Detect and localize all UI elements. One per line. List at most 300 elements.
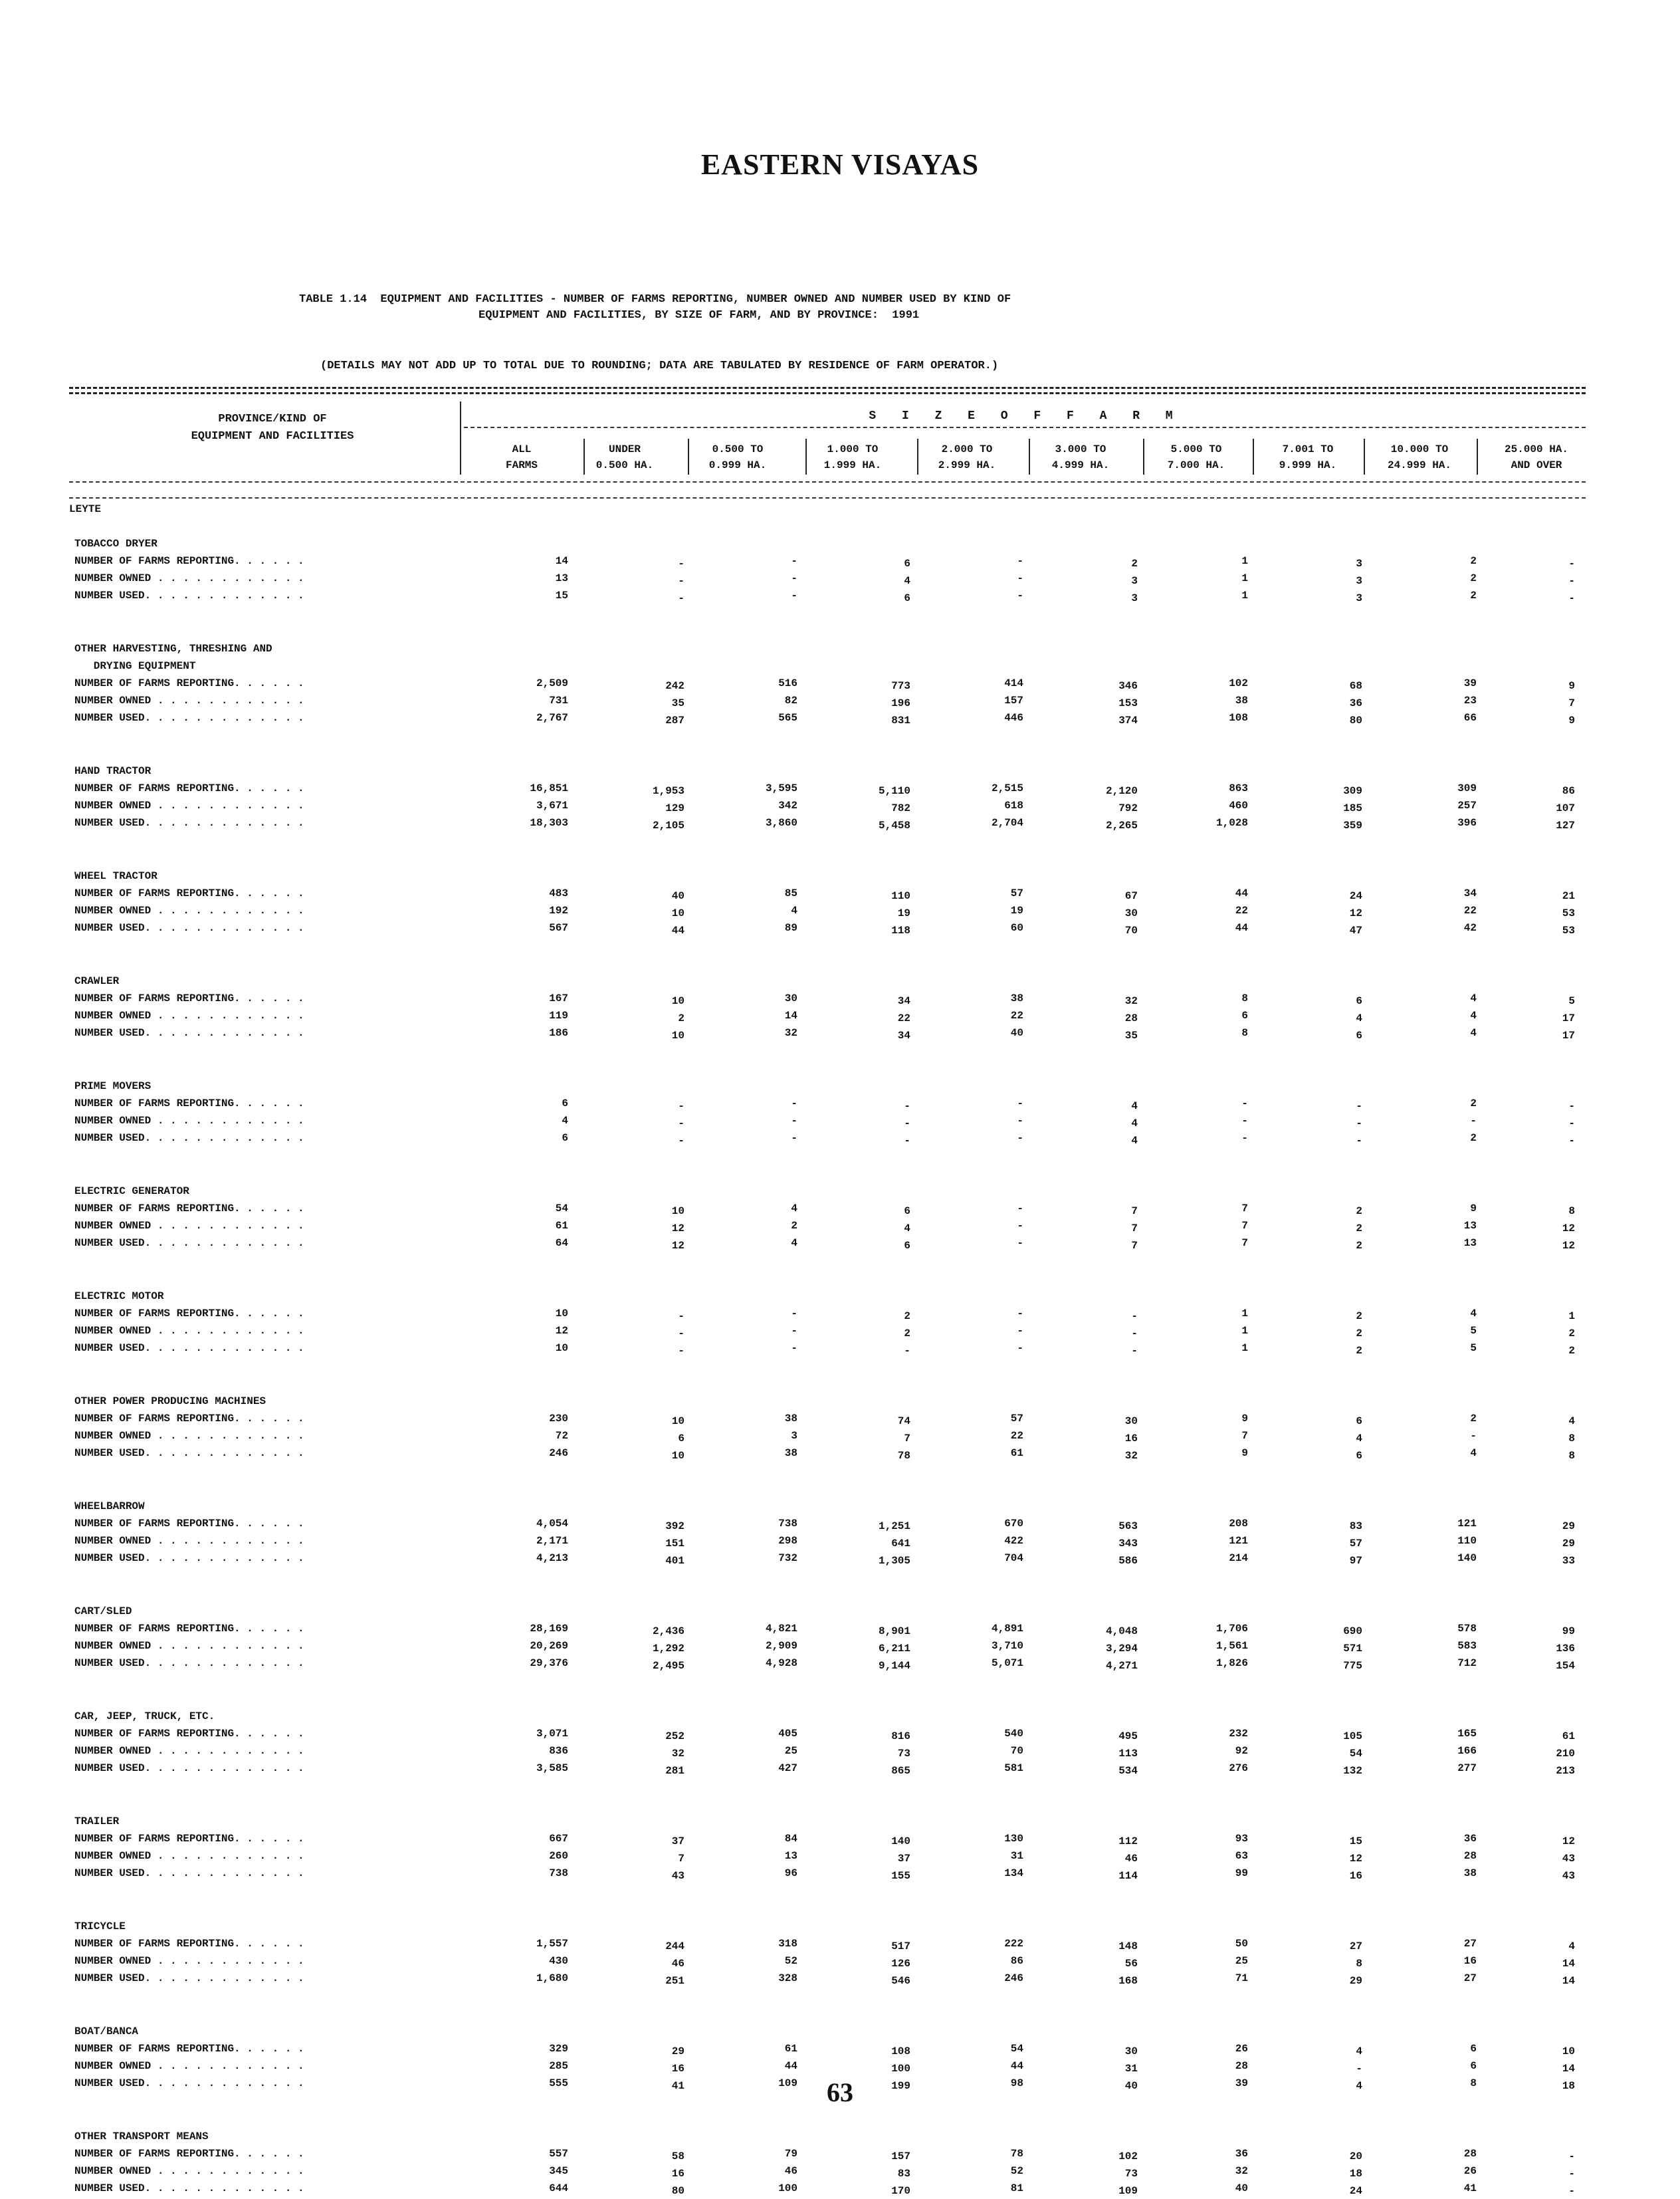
table-cell: 3,860: [765, 817, 797, 829]
table-cell: 14: [1562, 1958, 1575, 1970]
table-cell: 10: [671, 1205, 684, 1217]
metric-label: NUMBER USED. . . . . . . . . . . . .: [74, 1342, 304, 1354]
table-cell: 281: [665, 1765, 684, 1777]
table-cell: 2: [1568, 1328, 1575, 1339]
table-cell: -: [1470, 1430, 1477, 1442]
table-cell: 8: [1568, 1450, 1575, 1462]
table-cell: 37: [897, 1853, 910, 1865]
table-cell: 151: [665, 1538, 684, 1550]
table-cell: 17: [1562, 1012, 1575, 1024]
table-cell: 22: [897, 1012, 910, 1024]
table-cell: 6: [904, 1240, 910, 1252]
table-cell: 15: [555, 590, 568, 602]
table-cell: 63: [1235, 1850, 1248, 1862]
table-cell: 170: [891, 2185, 910, 2197]
table-cell: 2: [1470, 555, 1477, 567]
table-cell: 557: [549, 2148, 568, 2160]
table-cell: 3,595: [765, 782, 797, 794]
column-header-line-1: 7.001 TO: [1282, 443, 1334, 455]
table-cell: -: [1241, 1098, 1248, 1109]
table-cell: 5: [1470, 1342, 1477, 1354]
table-cell: 29: [1562, 1520, 1575, 1532]
table-cell: 396: [1457, 817, 1477, 829]
table-cell: 57: [1010, 887, 1023, 899]
metric-label: NUMBER OF FARMS REPORTING. . . . . .: [74, 887, 304, 899]
table-cell: 257: [1457, 800, 1477, 812]
table-cell: 39: [1235, 2077, 1248, 2089]
table-cell: 56: [1124, 1958, 1138, 1970]
table-cell: -: [678, 1310, 684, 1322]
table-cell: 10: [671, 995, 684, 1007]
table-cell: 251: [665, 1975, 684, 1987]
table-cell: 422: [1004, 1535, 1023, 1547]
table-cell: 10: [1562, 2045, 1575, 2057]
table-cell: 1,251: [878, 1520, 910, 1532]
table-cell: 738: [549, 1867, 568, 1879]
table-cell: 2: [1356, 1222, 1362, 1234]
table-cell: 2,265: [1105, 820, 1138, 832]
table-cell: 3,294: [1105, 1643, 1138, 1655]
table-cell: 516: [778, 677, 797, 689]
table-cell: 114: [1118, 1870, 1138, 1882]
table-cell: 7: [678, 1853, 684, 1865]
column-header-line-2: 4.999 HA.: [1051, 459, 1110, 471]
table-cell: 61: [1562, 1730, 1575, 1742]
metric-label: NUMBER OWNED . . . . . . . . . . . .: [74, 1010, 304, 1022]
table-cell: -: [1568, 2150, 1575, 2162]
metric-label: NUMBER OWNED . . . . . . . . . . . .: [74, 1430, 304, 1442]
metric-label: NUMBER USED. . . . . . . . . . . . .: [74, 1237, 304, 1249]
table-cell: 25: [1235, 1955, 1248, 1967]
table-cell: 246: [549, 1447, 568, 1459]
table-cell: 19: [897, 907, 910, 919]
table-cell: -: [791, 590, 797, 602]
metric-label: NUMBER OWNED . . . . . . . . . . . .: [74, 1850, 304, 1862]
table-cell: -: [791, 1342, 797, 1354]
table-cell: 6,211: [878, 1643, 910, 1655]
table-cell: -: [1017, 1132, 1023, 1144]
table-cell: 35: [1124, 1030, 1138, 1042]
table-cell: -: [1131, 1328, 1138, 1339]
table-cell: 108: [891, 2045, 910, 2057]
table-cell: 792: [1118, 802, 1138, 814]
table-cell: 31: [1124, 2063, 1138, 2075]
table-cell: 86: [1010, 1955, 1023, 1967]
table-cell: 9: [1568, 680, 1575, 692]
table-cell: 20: [1349, 2150, 1362, 2162]
table-cell: 644: [549, 2182, 568, 2194]
table-cell: 8: [1241, 992, 1248, 1004]
metric-label: NUMBER OF FARMS REPORTING. . . . . .: [74, 677, 304, 689]
table-cell: 18: [1349, 2168, 1362, 2180]
table-cell: 54: [555, 1203, 568, 1215]
table-cell: 53: [1562, 925, 1575, 937]
metric-label: NUMBER OWNED . . . . . . . . . . . .: [74, 572, 304, 584]
metric-label: NUMBER USED. . . . . . . . . . . . .: [74, 1762, 304, 1774]
table-cell: 102: [1118, 2150, 1138, 2162]
table-cell: -: [1017, 1237, 1023, 1249]
table-cell: 1,826: [1215, 1657, 1248, 1669]
metric-label: NUMBER USED. . . . . . . . . . . . .: [74, 1552, 304, 1564]
table-cell: 4,271: [1105, 1660, 1138, 1672]
table-cell: 16: [1463, 1955, 1477, 1967]
table-cell: 28: [1463, 1850, 1477, 1862]
table-cell: 816: [891, 1730, 910, 1742]
column-header: [469, 441, 575, 473]
table-cell: 2,509: [536, 677, 568, 689]
table-cell: 6: [1241, 1010, 1248, 1022]
table-cell: 5: [1470, 1325, 1477, 1337]
table-cell: 4: [1356, 2080, 1362, 2092]
table-cell: -: [1568, 1135, 1575, 1147]
table-cell: 70: [1010, 1745, 1023, 1757]
metric-label: NUMBER USED. . . . . . . . . . . . .: [74, 1657, 304, 1669]
table-cell: 483: [549, 887, 568, 899]
table-cell: 405: [778, 1728, 797, 1740]
table-cell: 8: [1568, 1433, 1575, 1445]
table-cell: 47: [1349, 925, 1362, 937]
stub-header: [100, 411, 445, 445]
table-cell: 16: [671, 2063, 684, 2075]
table-cell: 166: [1457, 1745, 1477, 1757]
metric-label: NUMBER OF FARMS REPORTING. . . . . .: [74, 1938, 304, 1950]
table-cell: 4,891: [991, 1623, 1023, 1635]
column-header-line-2: FARMS: [505, 459, 538, 471]
table-cell: -: [1131, 1345, 1138, 1357]
table-cell: 7: [1241, 1237, 1248, 1249]
table-cell: 21: [1562, 890, 1575, 902]
table-cell: 73: [1124, 2168, 1138, 2180]
table-cell: 7: [1241, 1430, 1248, 1442]
table-cell: -: [678, 575, 684, 587]
table-cell: 18: [1562, 2080, 1575, 2092]
table-cell: 92: [1235, 1745, 1248, 1757]
table-cell: 134: [1004, 1867, 1023, 1879]
table-cell: 82: [784, 695, 797, 707]
table-cell: -: [1017, 572, 1023, 584]
table-cell: -: [678, 558, 684, 570]
metric-label: NUMBER OWNED . . . . . . . . . . . .: [74, 1115, 304, 1127]
category-label: CRAWLER: [74, 975, 120, 987]
table-cell: 4: [1131, 1135, 1138, 1147]
table-cell: 7: [904, 1433, 910, 1445]
table-cell: 285: [549, 2060, 568, 2072]
metric-label: NUMBER OWNED . . . . . . . . . . . .: [74, 1745, 304, 1757]
column-header: [1255, 441, 1361, 473]
table-cell: 5,458: [878, 820, 910, 832]
table-cell: 105: [1343, 1730, 1362, 1742]
table-cell: 690: [1343, 1625, 1362, 1637]
table-cell: 99: [1562, 1625, 1575, 1637]
table-cell: 44: [784, 2060, 797, 2072]
table-cell: 74: [897, 1415, 910, 1427]
table-cell: 9: [1568, 715, 1575, 727]
table-cell: 2: [1470, 1413, 1477, 1425]
table-cell: 26: [1235, 2043, 1248, 2055]
table-cell: 2,171: [536, 1535, 568, 1547]
table-cell: 4: [1131, 1100, 1138, 1112]
table-cell: -: [1568, 592, 1575, 604]
column-divider: [805, 439, 807, 475]
table-cell: 16,851: [530, 782, 568, 794]
table-cell: 96: [784, 1867, 797, 1879]
column-header-line-2: 2.999 HA.: [938, 459, 996, 471]
table-cell: 12: [1349, 1853, 1362, 1865]
table-cell: 495: [1118, 1730, 1138, 1742]
table-cell: 83: [1349, 1520, 1362, 1532]
table-cell: 64: [555, 1237, 568, 1249]
table-cell: -: [1470, 1115, 1477, 1127]
metric-label: NUMBER OWNED . . . . . . . . . . . .: [74, 695, 304, 707]
table-cell: 34: [897, 1030, 910, 1042]
table-cell: 13: [1463, 1237, 1477, 1249]
table-cell: -: [678, 1328, 684, 1339]
table-cell: -: [678, 592, 684, 604]
table-cell: -: [1568, 1117, 1575, 1129]
table-cell: 277: [1457, 1762, 1477, 1774]
table-cell: -: [1017, 555, 1023, 567]
table-cell: 244: [665, 1940, 684, 1952]
table-cell: 581: [1004, 1762, 1023, 1774]
table-cell: 79: [784, 2148, 797, 2160]
metric-label: NUMBER USED. . . . . . . . . . . . .: [74, 1972, 304, 1984]
table-cell: 7: [1131, 1222, 1138, 1234]
metric-label: NUMBER OF FARMS REPORTING. . . . . .: [74, 1623, 304, 1635]
table-cell: -: [1356, 1117, 1362, 1129]
table-cell: 427: [778, 1762, 797, 1774]
table-cell: 2,120: [1105, 785, 1138, 797]
table-cell: 89: [784, 922, 797, 934]
table-cell: 140: [891, 1835, 910, 1847]
table-cell: 2,767: [536, 712, 568, 724]
table-cell: 2: [791, 1220, 797, 1232]
table-cell: 775: [1343, 1660, 1362, 1672]
category-label: ELECTRIC MOTOR: [74, 1290, 164, 1302]
table-cell: 52: [784, 1955, 797, 1967]
table-cell: 100: [891, 2063, 910, 2075]
table-cell: 53: [1562, 907, 1575, 919]
table-cell: 232: [1229, 1728, 1248, 1740]
table-cell: 10: [555, 1342, 568, 1354]
table-cell: 287: [665, 715, 684, 727]
metric-label: NUMBER OWNED . . . . . . . . . . . .: [74, 905, 304, 917]
table-cell: 165: [1457, 1728, 1477, 1740]
table-cell: -: [1241, 1132, 1248, 1144]
column-header-line-2: AND OVER: [1511, 459, 1562, 471]
table-cell: 46: [671, 1958, 684, 1970]
table-cell: 13: [555, 572, 568, 584]
column-header-line-2: 1.999 HA.: [823, 459, 882, 471]
table-cell: -: [1241, 1115, 1248, 1127]
stub-header-line-2: EQUIPMENT AND FACILITIES: [191, 430, 354, 443]
metric-label: NUMBER USED. . . . . . . . . . . . .: [74, 590, 304, 602]
table-cell: 36: [1349, 697, 1362, 709]
table-cell: 127: [1556, 820, 1575, 832]
table-cell: 30: [784, 992, 797, 1004]
table-cell: 86: [1562, 785, 1575, 797]
table-cell: 68: [1349, 680, 1362, 692]
table-cell: -: [1017, 1098, 1023, 1109]
table-cell: 4: [1470, 1308, 1477, 1320]
table-top-rule-2: [69, 392, 1586, 394]
table-cell: 414: [1004, 677, 1023, 689]
table-cell: 72: [555, 1430, 568, 1442]
metric-label: NUMBER USED. . . . . . . . . . . . .: [74, 2077, 304, 2089]
column-header-line-2: 0.999 HA.: [708, 459, 767, 471]
table-cell: 565: [778, 712, 797, 724]
category-label: TRAILER: [74, 1815, 120, 1827]
table-cell: 342: [778, 800, 797, 812]
table-cell: -: [791, 1132, 797, 1144]
table-cell: 1: [1241, 1342, 1248, 1354]
table-cell: -: [1568, 1100, 1575, 1112]
table-cell: -: [678, 1345, 684, 1357]
category-label: OTHER TRANSPORT MEANS: [74, 2131, 209, 2142]
table-cell: 119: [549, 1010, 568, 1022]
table-cell: 3: [1356, 575, 1362, 587]
table-cell: 31: [1010, 1850, 1023, 1862]
table-cell: 37: [671, 1835, 684, 1847]
table-cell: 2: [1356, 1345, 1362, 1357]
table-cell: 2: [904, 1328, 910, 1339]
table-cell: 731: [549, 695, 568, 707]
table-cell: 42: [1463, 922, 1477, 934]
table-cell: 7: [1241, 1203, 1248, 1215]
table-cell: 4: [904, 575, 910, 587]
table-cell: 34: [897, 995, 910, 1007]
table-cell: 831: [891, 715, 910, 727]
metric-label: NUMBER OF FARMS REPORTING. . . . . .: [74, 782, 304, 794]
table-cell: -: [904, 1117, 910, 1129]
table-cell: 540: [1004, 1728, 1023, 1740]
table-cell: 4,821: [765, 1623, 797, 1635]
table-cell: 4: [791, 1237, 797, 1249]
category-label: CAR, JEEP, TRUCK, ETC.: [74, 1710, 215, 1722]
table-cell: 309: [1343, 785, 1362, 797]
table-cell: 1,680: [536, 1972, 568, 1984]
table-cell: 130: [1004, 1833, 1023, 1845]
table-cell: 97: [1349, 1555, 1362, 1567]
table-cell: 14: [1562, 2063, 1575, 2075]
table-cell: 14: [784, 1010, 797, 1022]
table-cell: 100: [778, 2182, 797, 2194]
table-cell: 865: [891, 1765, 910, 1777]
table-cell: 12: [555, 1325, 568, 1337]
table-cell: 3,710: [991, 1640, 1023, 1652]
table-cell: -: [791, 555, 797, 567]
table-cell: 1: [1241, 555, 1248, 567]
table-cell: 44: [1235, 922, 1248, 934]
table-cell: 1,028: [1215, 817, 1248, 829]
table-cell: 5,071: [991, 1657, 1023, 1669]
table-cell: 1: [1568, 1310, 1575, 1322]
table-cell: 6: [1470, 2043, 1477, 2055]
table-cell: -: [791, 1308, 797, 1320]
table-cell: 309: [1457, 782, 1477, 794]
column-header-line-1: 1.000 TO: [827, 443, 879, 455]
table-cell: 4,213: [536, 1552, 568, 1564]
table-cell: -: [678, 1100, 684, 1112]
table-cell: 16: [671, 2168, 684, 2180]
table-cell: 71: [1235, 1972, 1248, 1984]
table-cell: 12: [671, 1222, 684, 1234]
metric-label: NUMBER OF FARMS REPORTING. . . . . .: [74, 2148, 304, 2160]
table-caption-line-1: TABLE 1.14 EQUIPMENT AND FACILITIES - NUMBER OF FARMS REPORTING, NUMBER OWNED AND NUMBER USED BY KIND OF: [299, 293, 1011, 306]
table-cell: 61: [1010, 1447, 1023, 1459]
table-cell: 583: [1457, 1640, 1477, 1652]
table-cell: 25: [784, 1745, 797, 1757]
table-cell: 168: [1118, 1975, 1138, 1987]
table-cell: 9: [1241, 1413, 1248, 1425]
table-cell: 1,561: [1215, 1640, 1248, 1652]
table-cell: 24: [1349, 2185, 1362, 2197]
table-cell: 32: [1124, 1450, 1138, 1462]
table-cell: 196: [891, 697, 910, 709]
table-cell: 185: [1343, 802, 1362, 814]
table-cell: 167: [549, 992, 568, 1004]
table-cell: 136: [1556, 1643, 1575, 1655]
table-cell: 4,928: [765, 1657, 797, 1669]
table-cell: 50: [1235, 1938, 1248, 1950]
table-cell: 121: [1229, 1535, 1248, 1547]
table-cell: 230: [549, 1413, 568, 1425]
category-label: PRIME MOVERS: [74, 1080, 152, 1092]
table-cell: 618: [1004, 800, 1023, 812]
table-cell: 563: [1118, 1520, 1138, 1532]
table-cell: -: [1356, 1135, 1362, 1147]
header-bottom-rule: [69, 481, 1586, 483]
table-cell: 29: [1562, 1538, 1575, 1550]
table-cell: 22: [1010, 1430, 1023, 1442]
table-cell: 78: [897, 1450, 910, 1462]
table-cell: 2: [1356, 1240, 1362, 1252]
table-caption-line-2: EQUIPMENT AND FACILITIES, BY SIZE OF FARM, AND BY PROVINCE: 1991: [478, 309, 920, 322]
category-label: CART/SLED: [74, 1605, 132, 1617]
table-cell: 7: [1131, 1240, 1138, 1252]
table-cell: 1: [1241, 1325, 1248, 1337]
metric-label: NUMBER USED. . . . . . . . . . . . .: [74, 1132, 304, 1144]
table-cell: 836: [549, 1745, 568, 1757]
table-cell: 199: [891, 2080, 910, 2092]
table-cell: 4: [1356, 1012, 1362, 1024]
table-cell: 57: [1010, 1413, 1023, 1425]
table-cell: 208: [1229, 1518, 1248, 1530]
table-cell: -: [791, 1098, 797, 1109]
column-header-line-1: ALL: [512, 443, 532, 455]
table-cell: 10: [555, 1308, 568, 1320]
table-cell: 154: [1556, 1660, 1575, 1672]
table-cell: 9,144: [878, 1660, 910, 1672]
category-label: TOBACCO DRYER: [74, 538, 158, 550]
table-cell: 4: [1568, 1940, 1575, 1952]
table-cell: 2: [1356, 1205, 1362, 1217]
table-cell: 16: [1349, 1870, 1362, 1882]
table-cell: 4: [1470, 1010, 1477, 1022]
table-cell: 8: [1356, 1958, 1362, 1970]
column-header: [1483, 441, 1590, 473]
table-cell: 33: [1562, 1555, 1575, 1567]
table-cell: 43: [671, 1870, 684, 1882]
table-cell: 5: [1568, 995, 1575, 1007]
table-cell: 34: [1463, 887, 1477, 899]
column-divider: [1029, 439, 1030, 475]
table-cell: 126: [891, 1958, 910, 1970]
table-cell: 2: [1131, 558, 1138, 570]
table-cell: 346: [1118, 680, 1138, 692]
table-cell: 4: [1131, 1117, 1138, 1129]
table-cell: 534: [1118, 1765, 1138, 1777]
table-cell: 4,054: [536, 1518, 568, 1530]
